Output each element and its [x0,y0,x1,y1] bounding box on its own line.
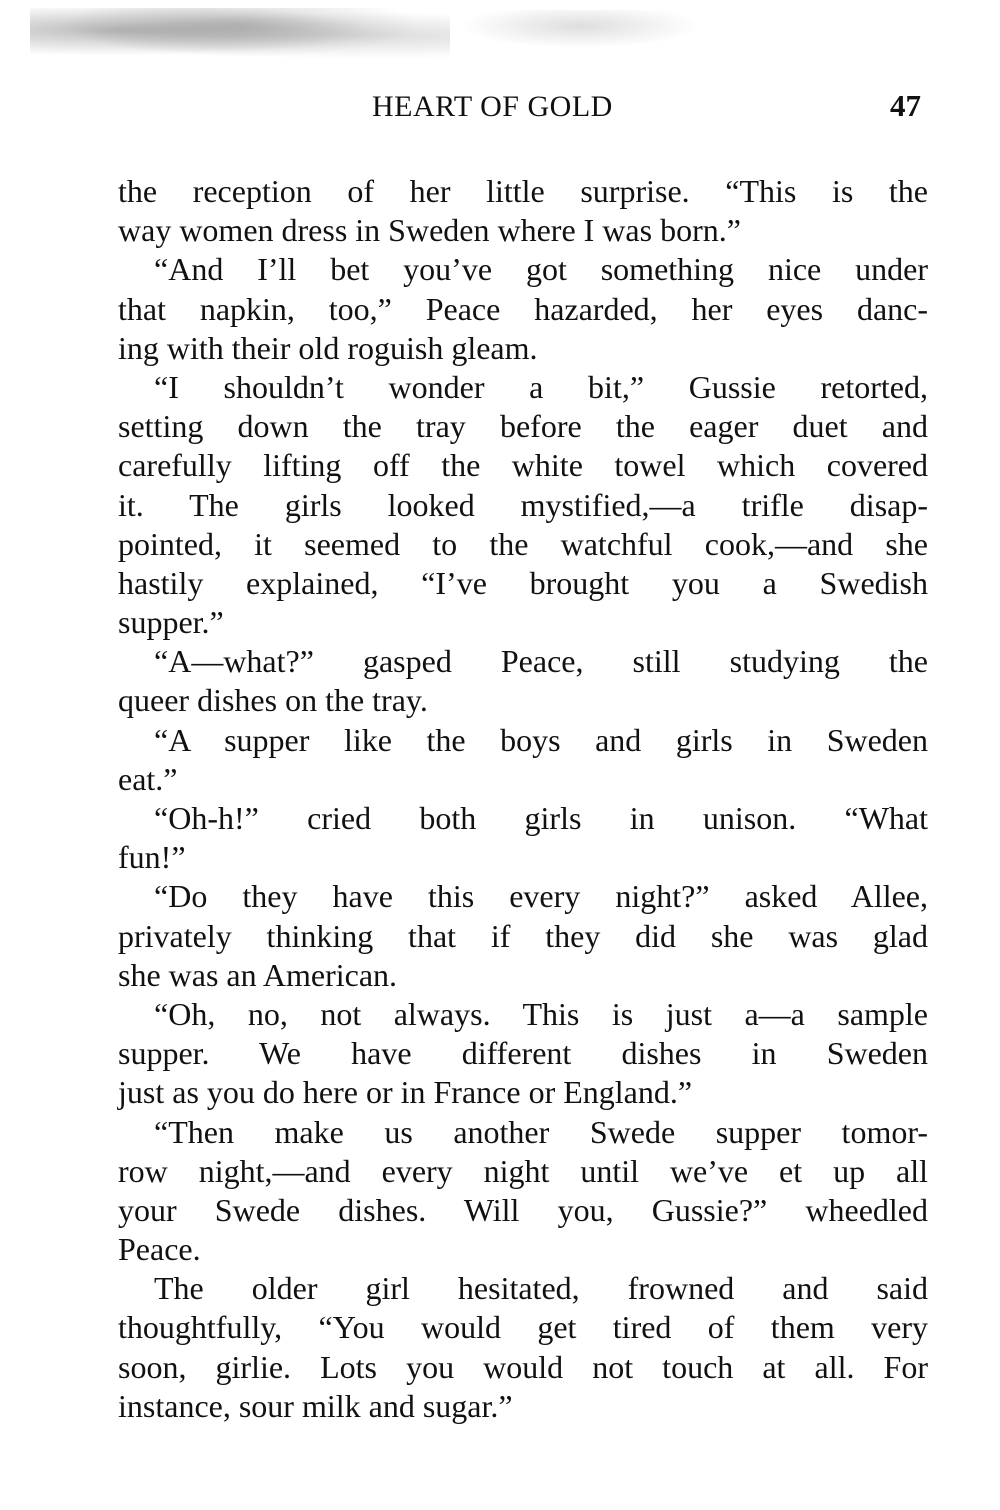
text-line: supper. We have different dishes in Sweden [118,1035,928,1072]
text-line: your Swede dishes. Will you, Gussie?” wheedled [118,1191,928,1228]
text-line: privately thinking that if they did she was glad [118,917,928,954]
text-line: soon, girlie. Lots you would not touch at all. For [118,1348,928,1385]
text-line: “Do they have this every night?” asked Allee, [154,878,928,915]
text-line: “A supper like the boys and girls in Sweden [154,721,928,758]
text-line: setting down the tray before the eager duet and [118,408,928,445]
text-line: queer dishes on the tray. [118,682,428,719]
text-line: “Oh, no, not always. This is just a—a sample [154,995,928,1032]
text-line: way women dress in Sweden where I was born.” [118,212,741,249]
text-line: that napkin, too,” Peace hazarded, her eyes danc- [118,290,928,327]
text-line: carefully lifting off the white towel which covered [118,447,928,484]
running-title: HEART OF GOLD [372,90,613,123]
text-line: “Oh-h!” cried both girls in unison. “What [154,800,928,836]
text-line: pointed, it seemed to the watchful cook,—and she [118,525,928,562]
text-line: ing with their old roguish gleam. [118,329,538,366]
text-line: row night,—and every night until we’ve et up all [118,1152,928,1189]
text-line: “And I’ll bet you’ve got something nice under [154,251,928,288]
text-line: “I shouldn’t wonder a bit,” Gussie retorted, [154,368,928,405]
text-line: she was an American. [118,956,398,993]
text-line: Peace. [118,1231,201,1268]
text-line: The older girl hesitated, frowned and said [154,1270,928,1307]
print-smudge [30,8,450,63]
text-line: “A—what?” gasped Peace, still studying the [154,643,928,680]
text-line: instance, sour milk and sugar.” [118,1387,513,1424]
text-line: eat.” [118,760,178,797]
text-line: it. The girls looked mystified,—a trifle disap- [118,486,928,523]
text-line: thoughtfully, “You would get tired of them very [118,1309,928,1346]
text-line: supper.” [118,604,224,641]
page-number: 47 [890,88,921,123]
text-line: “Then make us another Swede supper tomor- [154,1113,928,1150]
text-line: hastily explained, “I’ve brought you a Swedish [118,564,928,601]
text-line: the reception of her little surprise. “This is the [118,173,928,209]
text-line: just as you do here or in France or England.” [118,1074,693,1111]
text-line: fun!” [118,839,186,876]
body-text [118,172,928,1426]
print-smudge-right [450,10,710,50]
